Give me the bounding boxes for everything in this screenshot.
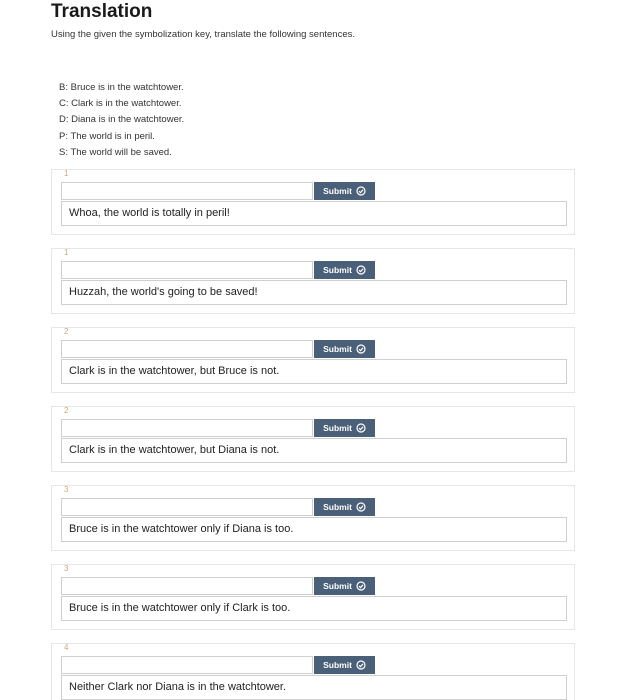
sentence-text: Bruce is in the watchtower only if Diana is too. (61, 517, 567, 542)
answer-input[interactable] (61, 656, 313, 674)
question-card (51, 406, 575, 472)
question-card (51, 169, 575, 235)
question-number: 1 (64, 248, 69, 257)
answer-input[interactable] (61, 340, 313, 358)
key-item-s: S: The world will be saved. (59, 146, 172, 158)
question-card (51, 485, 575, 551)
sentence-text: Neither Clark nor Diana is in the watchtower. (61, 675, 567, 700)
answer-input[interactable] (61, 577, 313, 595)
submit-button[interactable] (314, 182, 375, 200)
question-number: 1 (64, 169, 69, 178)
submit-button[interactable] (314, 261, 375, 279)
submit-button[interactable] (314, 340, 375, 358)
check-circle-icon (356, 660, 366, 670)
sentence-text: Huzzah, the world's going to be saved! (61, 280, 567, 305)
question-number: 2 (64, 406, 69, 415)
check-circle-icon (356, 186, 366, 196)
submit-label: Submit (323, 344, 352, 354)
check-circle-icon (356, 581, 366, 591)
sentence-text: Bruce is in the watchtower only if Clark is too. (61, 596, 567, 621)
check-circle-icon (356, 344, 366, 354)
check-circle-icon (356, 423, 366, 433)
key-item-c: C: Clark is in the watchtower. (59, 98, 182, 110)
key-item-d: D: Diana is in the watchtower. (59, 114, 185, 126)
key-item-p: P: The world is in peril. (59, 130, 155, 142)
instructions-text: Using the given the symbolization key, translate the following sentences. (51, 29, 355, 40)
answer-input[interactable] (61, 261, 313, 279)
submit-button[interactable] (314, 656, 375, 674)
question-number: 3 (64, 485, 69, 494)
sentence-text: Whoa, the world is totally in peril! (61, 201, 567, 226)
submit-button[interactable] (314, 498, 375, 516)
submit-button[interactable] (314, 577, 375, 595)
question-number: 3 (64, 564, 69, 573)
question-number: 4 (64, 643, 69, 652)
sentence-text: Clark is in the watchtower, but Diana is not. (61, 438, 567, 463)
sentence-text: Clark is in the watchtower, but Bruce is not. (61, 359, 567, 384)
submit-label: Submit (323, 502, 352, 512)
check-circle-icon (356, 265, 366, 275)
question-card (51, 327, 575, 393)
page-title: Translation (51, 1, 153, 22)
question-card (51, 643, 575, 700)
key-item-b: B: Bruce is in the watchtower. (59, 82, 184, 93)
answer-input[interactable] (61, 419, 313, 437)
check-circle-icon (356, 502, 366, 512)
submit-label: Submit (323, 186, 352, 196)
symbolization-key (59, 80, 184, 161)
submit-label: Submit (323, 581, 352, 591)
submit-label: Submit (323, 265, 352, 275)
question-number: 2 (64, 327, 69, 336)
answer-input[interactable] (61, 182, 313, 200)
answer-input[interactable] (61, 498, 313, 516)
submit-label: Submit (323, 660, 352, 670)
submit-button[interactable] (314, 419, 375, 437)
submit-label: Submit (323, 423, 352, 433)
question-card (51, 248, 575, 314)
question-card (51, 564, 575, 630)
